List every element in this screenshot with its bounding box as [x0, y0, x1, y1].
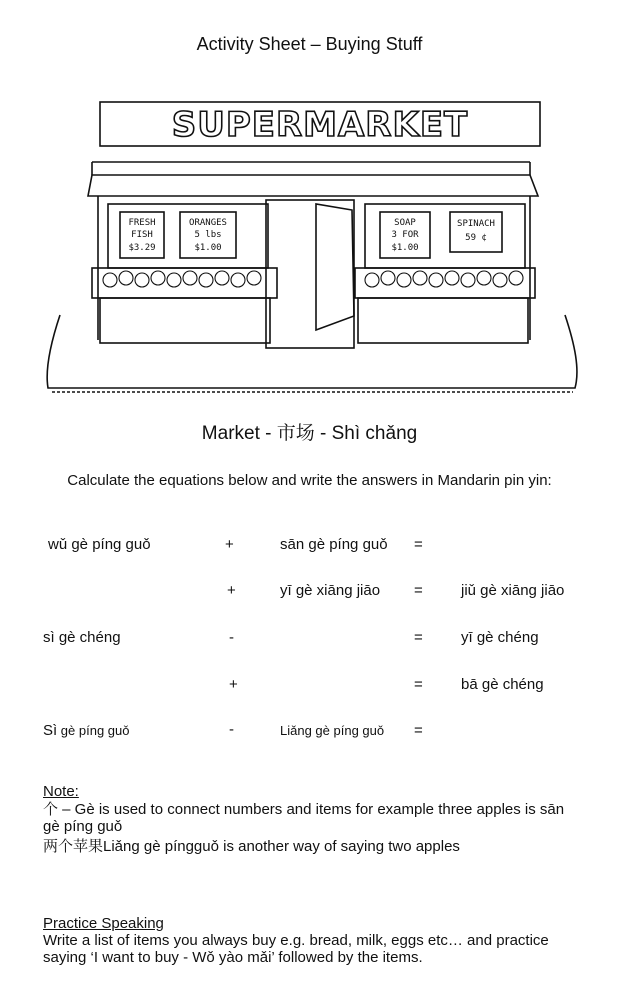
- eq5-equals: =: [414, 722, 423, 739]
- eq4-equals: =: [414, 676, 423, 693]
- eq3-operator: -: [229, 629, 234, 646]
- note-line-2: 两个苹果Liǎng gè píngguǒ is another way of saying two apples: [43, 838, 460, 855]
- instructions: Calculate the equations below and write the answers in Mandarin pin yin:: [67, 472, 552, 489]
- price-card-soap-line2: 3 FOR: [391, 230, 419, 240]
- eq2-operator: +: [227, 582, 236, 599]
- price-card-spinach-line2: 59 ¢: [465, 233, 487, 243]
- eq2-right: yī gè xiāng jiāo: [280, 582, 381, 599]
- practice-heading: Practice Speaking: [43, 915, 164, 932]
- eq2-equals: =: [414, 582, 423, 599]
- note-heading: Note:: [43, 783, 79, 800]
- eq4-answer: bā gè chéng: [461, 676, 544, 693]
- price-card-soap-line3: $1.00: [391, 243, 419, 253]
- eq5-left: [43, 722, 129, 739]
- eq2-answer: jiǔ gè xiāng jiāo: [461, 582, 565, 599]
- price-card-fish-line1: FRESH: [128, 218, 156, 228]
- price-card-spinach-line1: SPINACH: [457, 219, 495, 229]
- eq5-left-number: Sì: [43, 722, 58, 739]
- eq3-equals: =: [414, 629, 423, 646]
- price-card-fish-line3: $3.29: [128, 243, 156, 253]
- page-title: Activity Sheet – Buying Stuff: [196, 34, 423, 54]
- price-card-oranges-line3: $1.00: [194, 243, 222, 253]
- eq1-left: wǔ gè píng guǒ: [48, 536, 151, 553]
- eq1-operator: +: [225, 536, 234, 553]
- supermarket-sign-text: SUPERMARKET: [171, 105, 469, 145]
- eq4-operator: +: [229, 676, 238, 693]
- price-card-oranges-line1: ORANGES: [189, 218, 227, 228]
- eq5-right: Liǎng gè píng guǒ: [280, 723, 385, 738]
- practice-body: Write a list of items you always buy e.g. bread, milk, eggs etc… and practice saying ‘I want to buy - Wǒ yào mǎi’ followed by the items.: [43, 932, 549, 966]
- price-card-soap-line1: SOAP: [394, 218, 416, 228]
- eq5-left-item: gè píng guǒ: [57, 723, 130, 738]
- market-caption: Market - 市场 - Shì chǎng: [201, 423, 418, 444]
- supermarket-illustration: [40, 100, 585, 400]
- note-line-1: 个 – Gè is used to connect numbers and items for example three apples is sān gè píng guǒ: [43, 801, 565, 835]
- eq1-equals: =: [414, 536, 423, 553]
- price-card-fish-line2: FISH: [131, 230, 153, 240]
- eq1-right: sān gè píng guǒ: [280, 536, 388, 553]
- eq5-operator: -: [229, 721, 234, 738]
- eq3-answer: yī gè chéng: [461, 629, 539, 646]
- price-card-oranges-line2: 5 lbs: [194, 230, 222, 240]
- eq3-left: sì gè chéng: [43, 629, 121, 646]
